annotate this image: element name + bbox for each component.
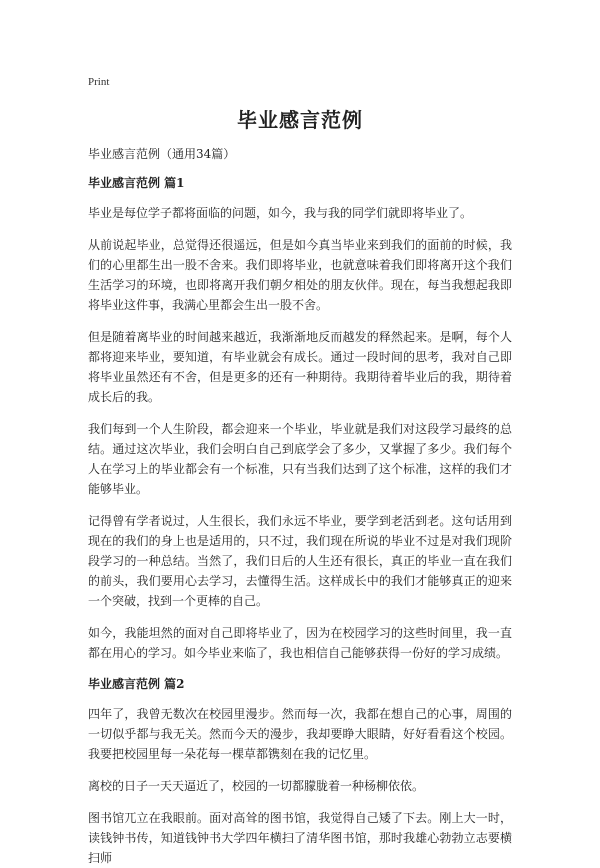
document-subtitle: 毕业感言范例（通用34篇） — [88, 147, 236, 161]
paragraph: 毕业是每位学子都将面临的问题，如今，我与我的同学们就即将毕业了。 — [88, 206, 473, 220]
document-title: 毕业感言范例 — [237, 108, 363, 132]
print-link[interactable]: Print — [88, 76, 110, 88]
paragraph: 四年了，我曾无数次在校园里漫步。然而每一次，我都在想自己的心事，周围的一切似乎都与我无关。然而今天的漫步，我却要睁大眼睛，好好看看这个校园。我要把校园里每一朵花每一棵草都镌刻在我的记忆里。 — [88, 707, 512, 761]
paragraph: 如今，我能坦然的面对自己即将毕业了，因为在校园学习的这些时间里，我一直都在用心的学习。如今毕业来临了，我也相信自己能够获得一份好的学习成绩。 — [88, 626, 512, 660]
section-heading: 毕业感言范例 篇2 — [88, 677, 185, 691]
paragraph: 图书馆兀立在我眼前。面对高耸的图书馆，我觉得自己矮了下去。刚上大一时，读钱钟书传，知道钱钟书大学四年横扫了清华图书馆，那时我雄心勃勃立志要横扫师 — [88, 811, 512, 865]
paragraph: 从前说起毕业，总觉得还很遥远，但是如今真当毕业来到我们的面前的时候，我们的心里都生出一股不舍来。我们即将毕业，也就意味着我们即将离开这个我们生活学习的环境，也即将离开我们朝夕相处的朋友伙伴。现在，每当我想起我即将毕业这件事，我满心里都会生出一股不舍。 — [88, 238, 512, 312]
paragraph: 记得曾有学者说过，人生很长，我们永远不毕业，要学到老活到老。这句话用到现在的我们的身上也是适用的，只不过，我们现在所说的毕业不过是对我们现阶段学习的一种总结。当然了，我们日后的人生还有很长，真正的毕业一直在我们的前头，我们要用心去学习，去懂得生活。这样成长中的我们才能够真正的迎来一个突破，找到一个更棒的自己。 — [88, 514, 512, 608]
paragraph: 但是随着离毕业的时间越来越近，我渐渐地反而越发的释然起来。是啊，每个人都将迎来毕业，要知道，有毕业就会有成长。通过一段时间的思考，我对自己即将毕业虽然还有不舍，但是更多的还有一种期待。我期待着毕业后的我，期待着成长后的我。 — [88, 330, 512, 404]
paragraph: 我们每到一个人生阶段，都会迎来一个毕业，毕业就是我们对这段学习最终的总结。通过这次毕业，我们会明白自己到底学会了多少，又掌握了多少。我们每个人在学习上的毕业都会有一个标准，只有当我们达到了这个标准，这样的我们才能够毕业。 — [88, 422, 512, 496]
section-heading: 毕业感言范例 篇1 — [88, 176, 185, 190]
paragraph: 离校的日子一天天逼近了，校园的一切都朦胧着一种杨柳依依。 — [88, 779, 425, 793]
